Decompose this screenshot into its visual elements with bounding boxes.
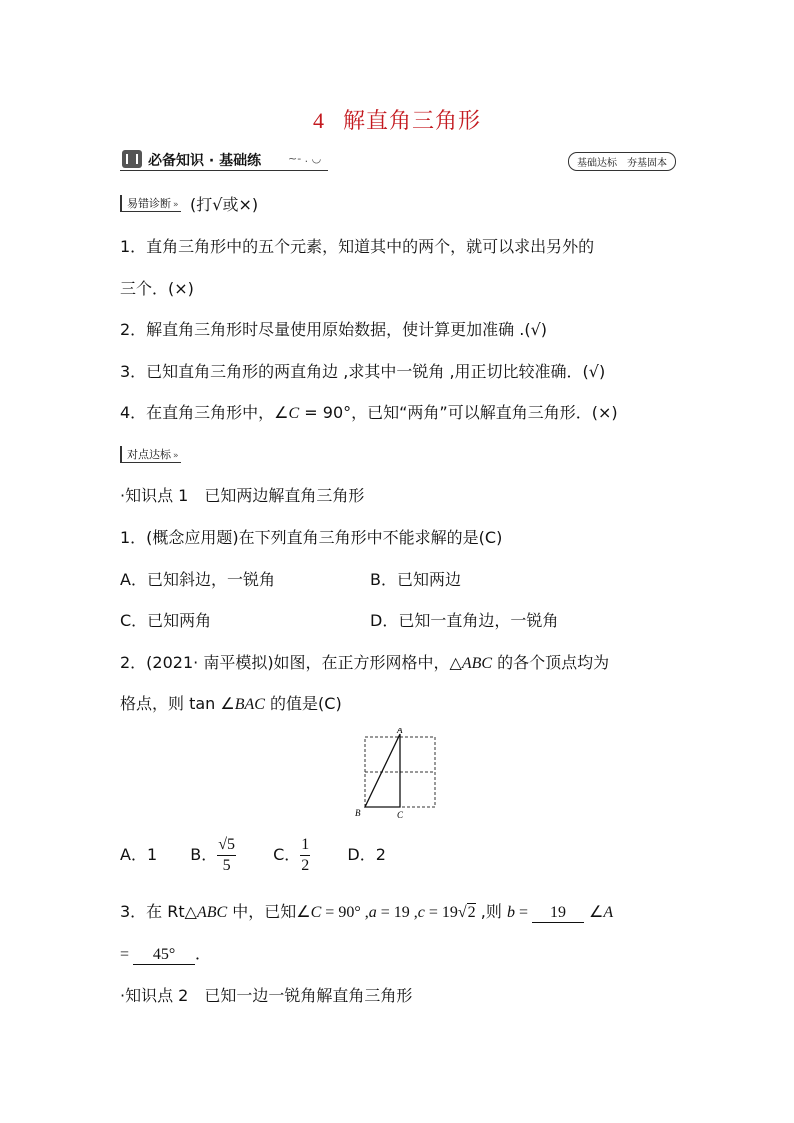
p1-option-a: A．已知斜边，一锐角 [120,570,275,589]
p2-options [120,830,386,880]
p3-text: ∠ [583,902,604,921]
p3-text: = 19 , [376,904,418,921]
p2-var: ABC [461,655,493,672]
p1-option-b: B．已知两边 [370,570,461,589]
tf-q3: 3．已知直角三角形的两直角边 ,求其中一锐角 ,用正切比较准确．(√) [120,362,606,381]
p3-text: = 90° , [321,904,369,921]
p1-option-d: D．已知一直角边，一锐角 [370,611,559,630]
p3-text: = [514,904,532,921]
option-letter: C． [273,845,301,864]
tf-q4 [120,400,618,423]
numerator: √5 [217,835,236,856]
p1-stem: 1．(概念应用题)在下列直角三角形中不能求解的是(C) [120,528,503,547]
answer-blank-b[interactable]: 19 [532,904,584,923]
tf-q1-line1: 1．直角三角形中的五个元素，知道其中的两个，就可以求出另外的 [120,237,595,256]
p2-var: BAC [234,696,265,713]
section-header [120,150,676,172]
tag-note: (打√或×) [190,195,259,214]
p3-text: 3．在 Rt△ [120,902,197,921]
p1-option-c: C．已知两角 [120,611,212,630]
p3-var: b [506,904,515,921]
grid-triangle-figure [350,728,450,824]
p2-option-a: A．1 [120,845,158,864]
p3-var: c [417,904,425,921]
p3-text: ,则 [475,902,507,921]
p2-text: 的各个顶点均为 [492,653,610,672]
denominator: 5 [222,857,231,874]
knowledge-point-1: ·知识点 1 已知两边解直角三角形 [120,486,365,505]
p3-var: C [310,904,322,921]
section-label: 必备知识 · 基础练 [148,153,262,169]
tf-q4-part: 4．在直角三角形中，∠ [120,403,289,422]
p3-text: = 19 [424,904,458,921]
p2-text: 2．(2021· 南平模拟)如图，在正方形网格中，△ [120,653,462,672]
tag-label: 对点达标 [127,448,171,461]
tf-q4-part: = 90°，已知“两角”可以解直角三角形．(×) [299,403,618,422]
knowledge-point-2: ·知识点 2 已知一边一锐角解直角三角形 [120,986,413,1005]
option-letter: B． [190,845,218,864]
tf-q4-var: C [288,405,300,422]
denominator: 2 [301,857,310,874]
p2-option-b [190,836,236,874]
p3-var: A [603,904,614,921]
tag-label: 易错诊断 [127,197,171,210]
p2-line1 [120,650,609,673]
fraction [300,835,310,876]
tf-q1-line2: 三个．(×) [120,279,194,298]
p2-option-c [273,836,310,874]
badge-right: 夯基固本 [627,158,667,169]
p3-var: a [368,904,377,921]
chevron-icon: » [173,451,179,461]
p3-text: = [120,946,134,963]
vertex-label-a: A [397,728,403,735]
sqrt-arg: 2 [467,904,476,921]
answer-blank-angle[interactable]: 45° [133,946,195,965]
badge-left: 基础达标 [577,158,617,169]
p3-line1 [120,899,613,923]
p2-text: 的值是(C) [264,694,342,713]
section-decoration: ~- . ◡ [288,152,322,165]
section-underline [120,170,328,171]
book-icon [122,150,142,168]
p3-text: ． [195,944,212,963]
level-badge [568,152,676,171]
p3-text: 中，已知∠ [227,902,311,921]
lesson-number: 4 [312,108,325,133]
sqrt-sign: √ [457,904,467,921]
chevron-icon: » [173,200,179,210]
p2-option-d: D．2 [347,845,386,864]
tag-targeted-practice [120,446,181,463]
fraction [217,835,236,876]
vertex-label-c: C [397,810,404,820]
tf-q2: 2．解直角三角形时尽量使用原始数据，使计算更加准确 .(√) [120,320,548,339]
page-title [0,104,794,135]
p2-line2 [120,691,342,714]
lesson-title: 解直角三角形 [342,109,481,134]
triangle-abc [365,734,400,807]
tag-error-diagnosis [120,195,181,212]
p3-var: ABC [196,904,228,921]
vertex-label-b: B [355,808,361,818]
p2-text: 格点，则 tan ∠ [120,694,235,713]
p3-line2 [120,941,211,965]
numerator: 1 [300,835,310,856]
